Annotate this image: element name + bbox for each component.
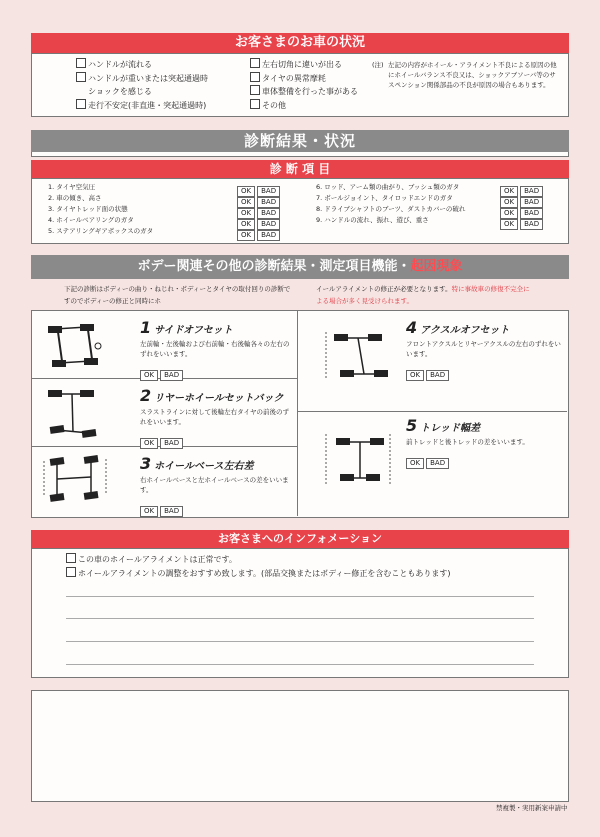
footer-text: 禁複製・実用新案申請中 [496, 804, 568, 812]
bad-button[interactable]: BAD [520, 197, 543, 208]
section-side-offset [140, 318, 290, 381]
ok-button[interactable]: OK [140, 438, 158, 449]
side-offset-diagram [40, 318, 112, 374]
car-item[interactable]: ハンドルが流れる [76, 58, 208, 72]
bad-button[interactable]: BAD [426, 370, 449, 381]
diag-item: 6. ロッド、アーム類の曲がり、ブッシュ類のガタ [316, 183, 460, 191]
diag-item: 3. タイヤトレッド面の状態 [48, 205, 128, 213]
diag-result-panel [31, 152, 569, 157]
section-setback [140, 386, 295, 449]
section-number: 5 [406, 416, 418, 435]
body-related-title-red: 起因現象 [410, 259, 463, 274]
diag-item: 4. ホイールベアリングのガタ [48, 216, 134, 224]
divider-vertical [297, 310, 298, 516]
ok-button[interactable]: OK [406, 370, 424, 381]
diag-result-title: 診断結果・状況 [31, 130, 569, 152]
section-tread [406, 416, 561, 469]
bad-button[interactable]: BAD [257, 230, 280, 241]
car-items-col2 [250, 58, 358, 112]
car-item[interactable]: 走行不安定(非直進・突起通過時) [76, 99, 208, 113]
diag-left-list [48, 182, 153, 237]
bad-button[interactable]: BAD [520, 186, 543, 197]
car-item[interactable]: ハンドルが重いまたは突起通過時 [76, 72, 208, 86]
checkbox[interactable] [66, 567, 76, 577]
diag-right-buttons [498, 182, 543, 226]
axle-offset-diagram [318, 328, 396, 384]
section-title: アクスルオフセット [420, 325, 510, 336]
ok-button[interactable]: OK [140, 370, 158, 381]
section-title: サイドオフセット [154, 325, 233, 336]
ok-button[interactable]: OK [237, 208, 255, 219]
bad-button[interactable]: BAD [426, 458, 449, 469]
section-desc: 左前輪・左後輪および右前輪・右後輪各々の左右のずれをいいます。 [140, 340, 290, 358]
ok-button[interactable]: OK [237, 219, 255, 230]
diag-item: 5. ステアリングギアボックスのガタ [48, 227, 154, 235]
section-title: ホイールベース左右差 [154, 461, 254, 472]
body-related-title-main: ボデー関連その他の診断結果・測定項目機能・ [137, 259, 411, 274]
section-number: 1 [140, 318, 152, 337]
checkbox[interactable] [250, 99, 260, 109]
blank-box [31, 690, 569, 802]
diag-item: 1. タイヤ空気圧 [48, 183, 96, 191]
bad-button[interactable]: BAD [160, 506, 183, 517]
wheelbase-diagram [40, 452, 112, 510]
car-item[interactable]: タイヤの異常摩耗 [250, 72, 358, 86]
bad-button[interactable]: BAD [520, 208, 543, 219]
section-wheelbase [140, 454, 290, 517]
note-label: (注) [372, 61, 384, 69]
checkbox[interactable] [66, 553, 76, 563]
checkbox[interactable] [76, 58, 86, 68]
ok-button[interactable]: OK [406, 458, 424, 469]
bad-button[interactable]: BAD [520, 219, 543, 230]
section-number: 2 [140, 386, 152, 405]
ok-button[interactable]: OK [500, 186, 518, 197]
write-line[interactable] [66, 618, 534, 619]
body-intro-right-black: イールアライメントの修正が必要となります。 [316, 285, 452, 293]
checkbox[interactable] [250, 85, 260, 95]
diag-item: 9. ハンドルの流れ、振れ、遊び、重さ [316, 216, 429, 224]
bad-button[interactable]: BAD [160, 370, 183, 381]
bad-button[interactable]: BAD [257, 208, 280, 219]
diag-item: 7. ボールジョイント、タイロッドエンドのガタ [316, 194, 453, 202]
section-title: トレッド幅差 [420, 423, 481, 434]
section-title: リヤーホイールセットバック [154, 393, 284, 404]
diag-right-list [316, 182, 465, 226]
section-desc: フロントアクスルとリヤーアクスルの左右のずれをいいます。 [406, 340, 561, 358]
info-items [66, 553, 451, 581]
ok-button[interactable]: OK [500, 208, 518, 219]
section-number: 3 [140, 454, 152, 473]
checkbox[interactable] [76, 99, 86, 109]
section-desc: 右ホイールベースと左ホイールベースの差をいいます。 [140, 476, 289, 494]
car-item-continued: ショックを感じる [88, 87, 152, 96]
body-related-title [31, 255, 569, 279]
note-text: 左記の内容がホイール・アライメント不良による原因の他にホイールバランス不良又は、ショックアブソーバ等のサスペンション関係部品の不良が原因の場合もあります。 [388, 61, 557, 89]
section-axle-offset [406, 318, 561, 381]
bad-button[interactable]: BAD [257, 186, 280, 197]
information-title: お客さまへのインフォメーション [31, 530, 569, 548]
diag-items-title: 診 断 項 目 [31, 160, 569, 178]
setback-diagram [40, 386, 112, 442]
write-line[interactable] [66, 664, 534, 665]
checkbox[interactable] [250, 58, 260, 68]
car-items-col1 [76, 58, 208, 112]
car-item[interactable]: 車体整備を行った事がある [250, 85, 358, 99]
section-desc: 前トレッドと後トレッドの差をいいます。 [406, 438, 529, 446]
diag-left-buttons [235, 182, 280, 237]
ok-button[interactable]: OK [237, 230, 255, 241]
ok-button[interactable]: OK [500, 197, 518, 208]
body-intro-left: 下記の診断はボディーの曲り・ねじれ・ボディーとタイヤの取付回りの診断ですのでボディーの修正と同時にホ [64, 285, 291, 305]
car-item[interactable]: その他 [250, 99, 358, 113]
info-item[interactable]: この車のホイールアライメントは正常です。 [66, 553, 451, 567]
ok-button[interactable]: OK [140, 506, 158, 517]
bad-button[interactable]: BAD [160, 438, 183, 449]
checkbox[interactable] [250, 72, 260, 82]
write-line[interactable] [66, 596, 534, 597]
write-line[interactable] [66, 641, 534, 642]
info-item[interactable]: ホイールアライメントの調整をおすすめ致します。(部品交換またはボディー修正を含むこともあります) [66, 567, 451, 581]
body-intro-right [316, 283, 531, 307]
ok-button[interactable]: OK [237, 186, 255, 197]
ok-button[interactable]: OK [500, 219, 518, 230]
car-item[interactable]: 左右切角に違いが出る [250, 58, 358, 72]
diag-item: 8. ドライブシャフトのブーツ、ダストカバーの破れ [316, 205, 466, 213]
checkbox[interactable] [76, 72, 86, 82]
section-number: 4 [406, 318, 418, 337]
tread-diagram [318, 430, 396, 490]
bad-button[interactable]: BAD [257, 219, 280, 230]
body-intro-right-red: 特に事故車の修復不完全による場合が多く見受けられます。 [316, 285, 530, 305]
diag-item: 2. 車の傾き、高さ [48, 194, 102, 202]
bad-button[interactable]: BAD [257, 197, 280, 208]
ok-button[interactable]: OK [237, 197, 255, 208]
divider-right-1 [297, 411, 567, 412]
customer-car-title: お客さまのお車の状況 [31, 33, 569, 53]
section-desc: スラストラインに対して後輪左右タイヤの前後のずれをいいます。 [140, 408, 289, 426]
